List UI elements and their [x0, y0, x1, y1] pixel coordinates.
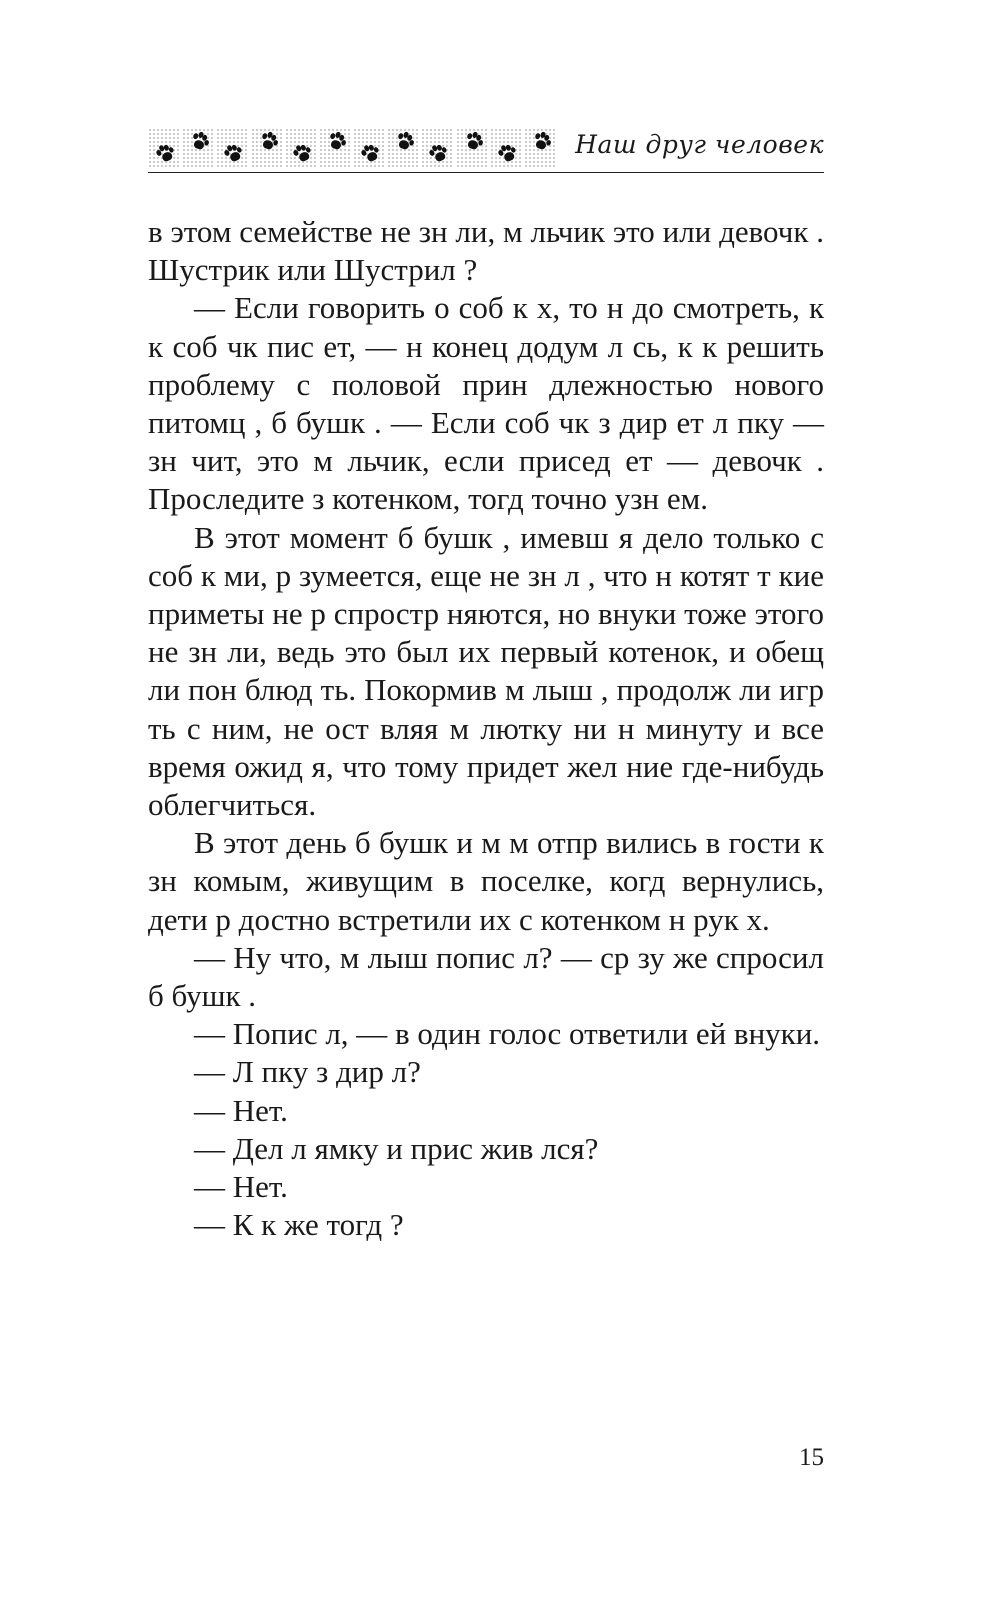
paragraph: — Если говорить о соб к х, то н до смотреть, к к соб чк пис ет, — н конец додум л сь, к к решить проблему с половой прин длежностью нового питомц , б бушк . — Если соб чк з дир ет л пку — зн чит, это м льчик, если присед ет — девочк . Проследите з котенком, тогд точно узн ем.: [148, 290, 824, 517]
running-header: [148, 124, 824, 173]
paw-print-icon: [427, 142, 451, 166]
paw-print-icon: [496, 142, 520, 166]
paw-ornament-item: [387, 128, 418, 168]
paw-print-icon: [291, 142, 315, 166]
page-number: 15: [799, 1444, 824, 1471]
paw-print-icon: [325, 130, 349, 154]
paw-ornament-item: [319, 128, 350, 168]
paw-ornament-item: [353, 128, 384, 168]
paw-ornament-item: [251, 128, 282, 168]
paw-print-icon: [154, 142, 178, 166]
paw-ornament-item: [456, 128, 487, 168]
paw-ornament-item: [285, 128, 316, 168]
paw-ornament-item: [490, 128, 521, 168]
page-text: [148, 213, 824, 1244]
dialogue-line: — Дел л ямку и прис жив лся?: [194, 1130, 599, 1166]
paw-print-icon: [530, 130, 554, 154]
paw-print-icon: [222, 142, 246, 166]
paragraph: В этот день б бушк и м м отпр вились в гости к зн комым, живущим в поселке, когд вернулись, дети р достно встретили их с котенком н рук х.: [148, 825, 824, 937]
paw-print-icon: [462, 130, 486, 154]
paragraph: в этом семействе не зн ли, м льчик это или девочк . Шустрик или Шустрил ?: [148, 214, 824, 288]
paragraph: В этот момент б бушк , имевш я дело только с соб к ми, р зумеется, еще не зн л , что н котят т кие приметы не р спростр няются, но внуки тоже этого не зн ли, ведь это был их первый котенок, и обещ ли пон блюд ть. Покормив м лыш , продолж ли игр ть с ним, не ост вляя м лютку ни н минуту и все время ожид я, что тому придет жел ние где-нибудь облегчиться.: [148, 519, 824, 823]
running-title: Наш друг человек: [575, 130, 824, 159]
dialogue-line: — Нет.: [194, 1169, 288, 1205]
dialogue-line: — Нет.: [194, 1092, 288, 1128]
paw-ornament-item: [182, 128, 213, 168]
paw-ornament-item: [148, 128, 179, 168]
dialogue-line: — Попис л, — в один голос ответили ей внуки.: [194, 1016, 821, 1052]
dialogue-line: — К к же тогд ?: [194, 1207, 404, 1243]
paw-print-icon: [188, 130, 212, 154]
dialogue-line: — Л пку з дир л?: [194, 1054, 421, 1090]
paw-print-icon: [257, 130, 281, 154]
paw-print-icon: [359, 142, 383, 166]
dialogue-line: — Ну что, м лыш попис л? — ср зу же спросил б бушк .: [148, 939, 824, 1014]
paw-ornament-item: [216, 128, 247, 168]
paw-ornament-item: [524, 128, 555, 168]
paw-ornament: [148, 128, 558, 168]
paw-print-icon: [393, 130, 417, 154]
paw-ornament-item: [421, 128, 452, 168]
